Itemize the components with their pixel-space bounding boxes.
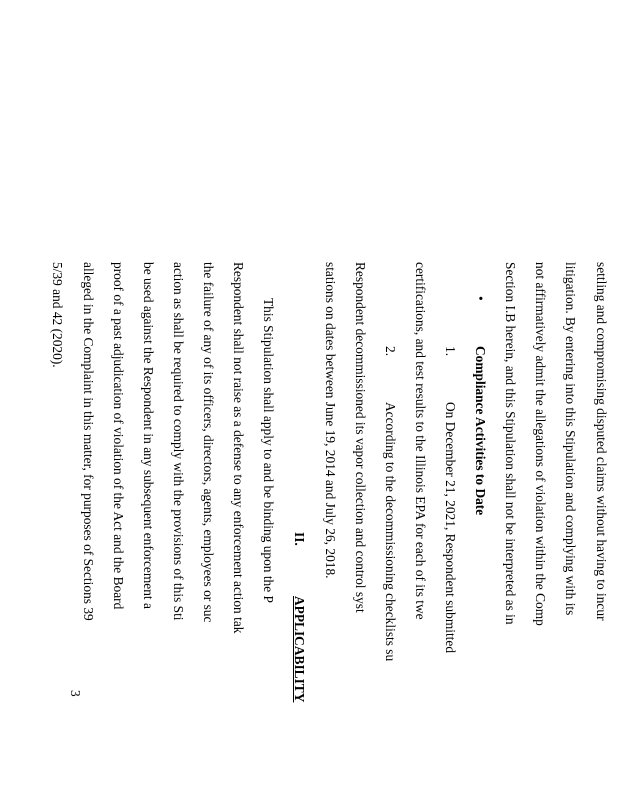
paragraph-line-3: not affirmatively admit the allegations of violation within the Comp (533, 262, 548, 626)
heading-bullet: • (473, 296, 488, 301)
applicability-line-7: alleged in the Complaint in this matter, for purposes of Sections 39 (81, 262, 96, 621)
applicability-line-8: 5/39 and 42 (2020). (50, 262, 65, 368)
item-2-line-3: stations on dates between June 19, 2014 and July 26, 2018. (323, 262, 338, 579)
applicability-line-2: Respondent shall not raise as a defense to any enforcement action tak (231, 262, 246, 634)
item-2-line-2: Respondent decommissioned its vapor collection and control syst (353, 262, 368, 613)
paragraph-line-1: settling and compromising disputed claims without having to incur (594, 262, 609, 621)
item-2-line-1: According to the decommissioning checklists su (383, 402, 398, 662)
applicability-line-1: This Stipulation shall apply to and be binding upon the P (261, 298, 276, 603)
applicability-line-4: action as shall be required to comply with the provisions of this Sti (171, 262, 186, 621)
applicability-line-6: proof of a past adjudication of violation of the Act and the Board (111, 262, 126, 610)
applicability-line-5: be used against the Respondent in any subsequent enforcement a (141, 262, 156, 609)
paragraph-line-4: Section I.B herein, and this Stipulation shall not be interpreted as in (503, 262, 518, 625)
page-number: 3 (68, 690, 83, 697)
part-2-title: APPLICABILITY (292, 596, 307, 703)
item-1-line-2: certifications, and test results to the Illinois EPA for each of its twe (413, 262, 428, 620)
applicability-line-3: the failure of any of its officers, directors, agents, employees or suc (201, 262, 216, 623)
item-1-line-1: On December 21, 2021, Respondent submitted (443, 402, 458, 654)
item-2-number: 2. (383, 346, 398, 357)
section-heading: Compliance Activities to Date (473, 346, 488, 516)
part-2-numeral: II. (292, 532, 307, 546)
item-1-number: 1. (443, 346, 458, 357)
paragraph-line-2: litigation. By entering into this Stipulation and complying with its (563, 262, 578, 616)
